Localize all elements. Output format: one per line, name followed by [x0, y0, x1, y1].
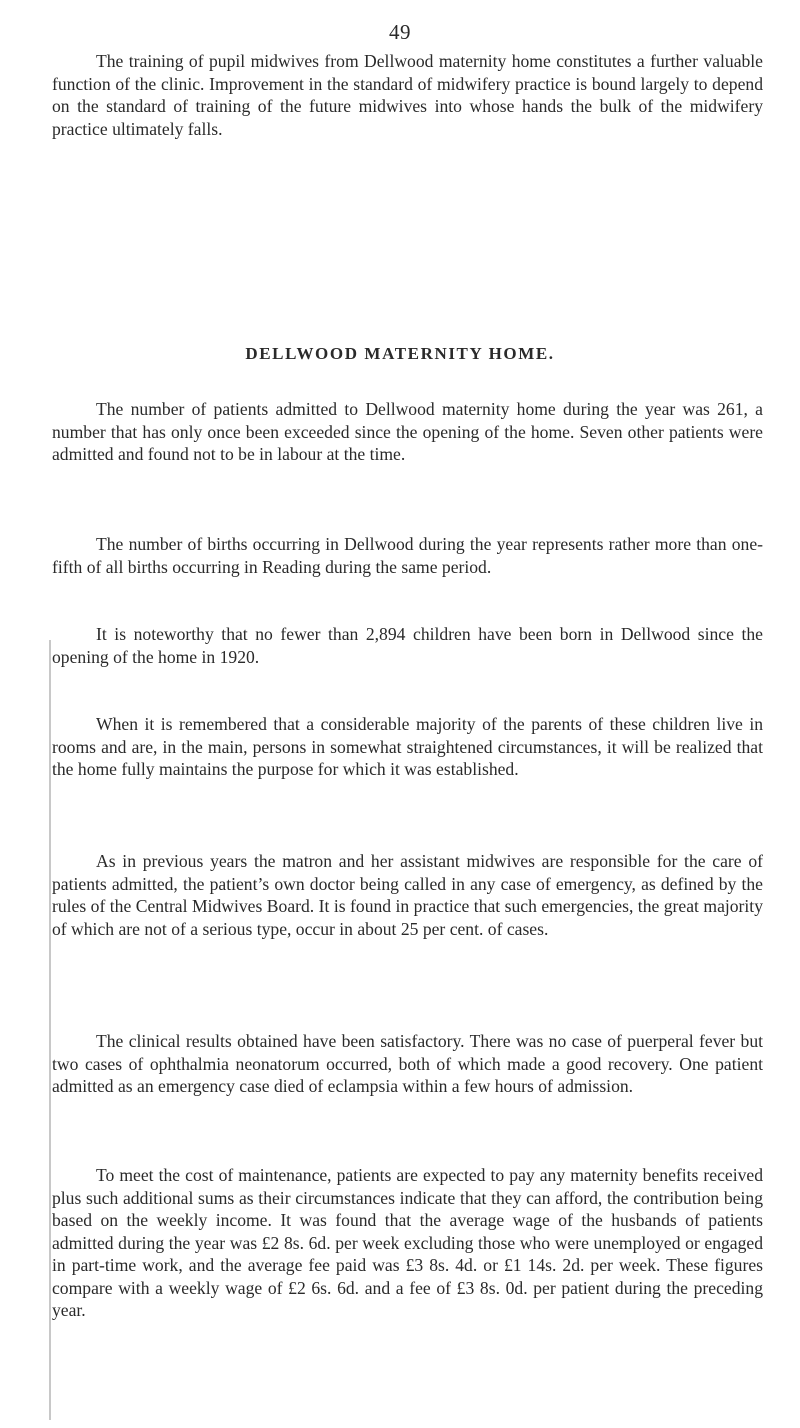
page-number: 49 — [389, 20, 411, 44]
paragraph-clinical-results: The clinical results obtained have been satisfactory. There was no case of puerperal fever but two cases of ophthalmia neonatorum occurred, both of which made a good recovery. One patient admitted as an emergency case died of eclampsia within a few hours of admission. — [52, 1031, 763, 1096]
paragraph-parents-circumstances: When it is remembered that a considerable majority of the parents of these children live in rooms and are, in the main, persons in somewhat straightened circumstances, it will be realized that the home fully maintains the purpose for which it was established. — [52, 714, 763, 779]
paragraph-births: The number of births occurring in Dellwood during the year represents rather more than one-fifth of all births occurring in Reading during the same period. — [52, 534, 763, 577]
paragraph-matron-duties: As in previous years the matron and her assistant midwives are responsible for the care of patients admitted, the patient’s own doctor being called in any case of emergency, as defined by the rules of the Central Midwives Board. It is found in practice that such emergencies, the great majority of which are not of a serious type, occur in about 25 per cent. of cases. — [52, 851, 763, 939]
scan-margin-line — [49, 640, 51, 1420]
paragraph-children-born: It is noteworthy that no fewer than 2,894 children have been born in Dellwood since the opening of the home in 1920. — [52, 624, 763, 667]
paragraph-maintenance-costs: To meet the cost of maintenance, patients are expected to pay any maternity benefits received plus such additional sums as their circumstances indicate that they can afford, the contribution being based on the weekly income. It was found that the average wage of the husbands of patients admitted during the year was £2 8s. 6d. per week excluding those who were unemployed or engaged in part-time work, and the average fee paid was £3 8s. 4d. or £1 14s. 2d. per week. These figures compare with a weekly wage of £2 6s. 6d. and a fee of £3 8s. 0d. per patient during the preceding year. — [52, 1165, 763, 1320]
paragraph-admissions: The number of patients admitted to Dellwood maternity home during the year was 261, a number that has only once been exceeded since the opening of the home. Seven other patients were admitted and found not to be in labour at the time. — [52, 399, 763, 464]
section-heading: DELLWOOD MATERNITY HOME. — [245, 344, 555, 363]
intro-paragraph: The training of pupil midwives from Dellwood maternity home constitutes a further valuable function of the clinic. Improvement in the standard of midwifery practice is bound largely to depend on the standard of training of the future midwives into whose hands the bulk of the midwifery practice ultimately falls. — [52, 51, 763, 139]
